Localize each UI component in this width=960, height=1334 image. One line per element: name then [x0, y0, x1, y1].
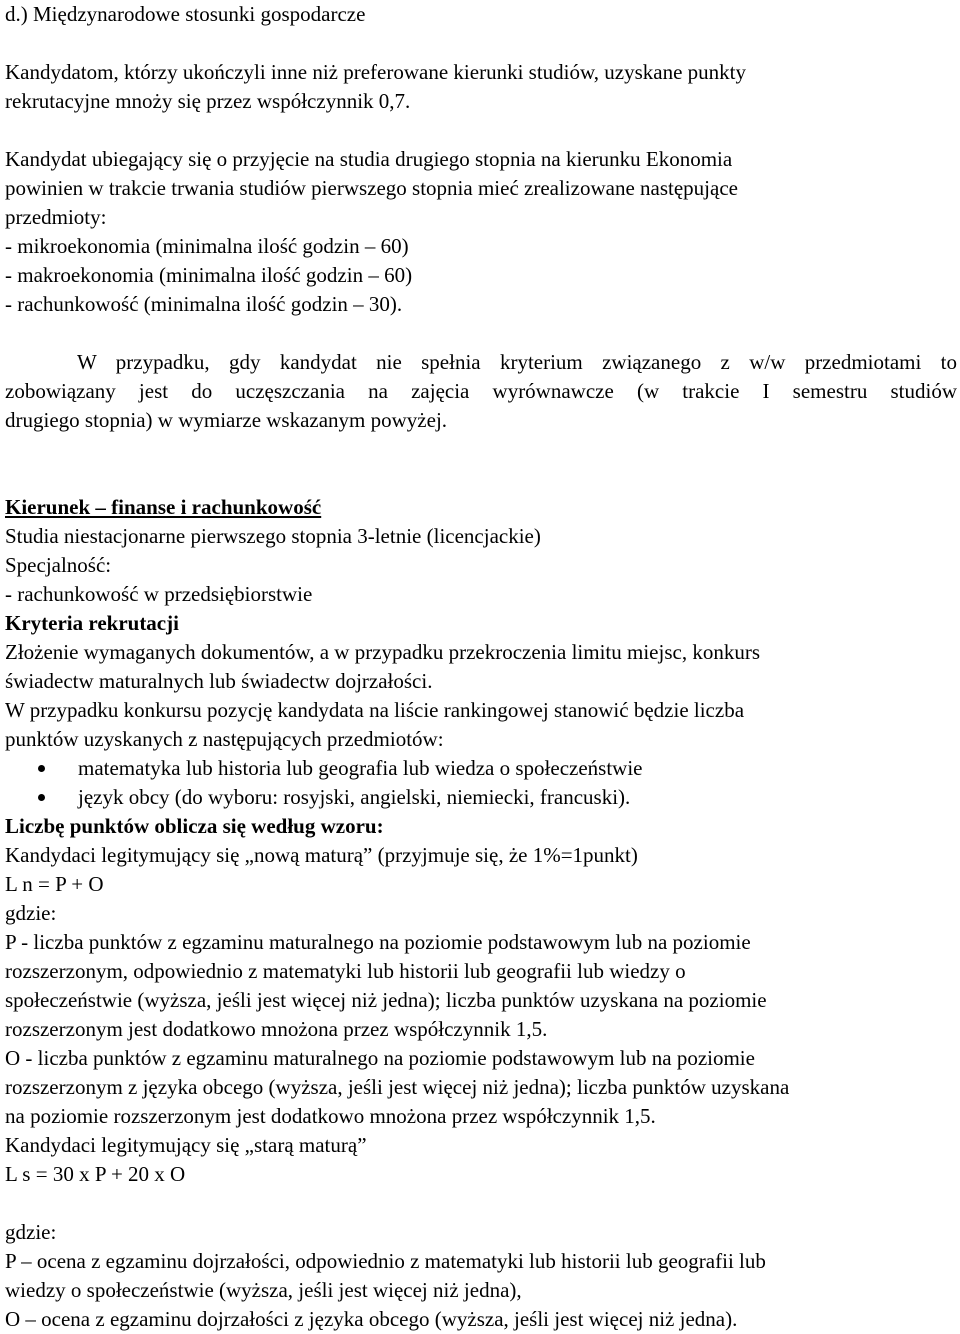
para1-line: rekrutacyjne mnoży się przez współczynnik 0,7.	[5, 89, 411, 113]
blank-line	[5, 1189, 957, 1218]
where-label: gdzie:	[5, 901, 57, 925]
o-definition-line: rozszerzonym z języka obcego (wyższa, jeśli jest więcej niż jedna); liczba punktów uzyskana	[5, 1075, 790, 1099]
p2-definition-line: P – ocena z egzaminu dojrzałości, odpowiednio z matematyki lub historii lub geografii lub	[5, 1249, 766, 1273]
old-matura-line: Kandydaci legitymujący się „starą maturą”	[5, 1133, 367, 1157]
blank-line	[5, 116, 957, 145]
o-definition-line: na poziomie rozszerzonym jest dodatkowo mnożona przez współczynnik 1,5.	[5, 1104, 656, 1128]
para1-line: Kandydatom, którzy ukończyli inne niż preferowane kierunki studiów, uzyskane punkty	[5, 60, 747, 84]
document-page	[5, 0, 957, 1334]
blank-line	[5, 435, 957, 464]
para2-line: powinien w trakcie trwania studiów pierwszego stopnia mieć zrealizowane następujące	[5, 176, 738, 200]
formula-new: L n = P + O	[5, 872, 104, 896]
formula-old: L s = 30 x P + 20 x O	[5, 1162, 186, 1186]
list-item	[5, 783, 957, 812]
where-label: gdzie:	[5, 1220, 57, 1244]
p2-definition-line: wiedzy o społeczeństwie (wyższa, jeśli jest więcej niż jedna),	[5, 1278, 522, 1302]
subject-requirement: - mikroekonomia (minimalna ilość godzin – 60)	[5, 234, 409, 258]
bullet-icon	[38, 765, 45, 772]
subject-requirement: - rachunkowość (minimalna ilość godzin – 30).	[5, 292, 403, 316]
specialization-label: Specjalność:	[5, 553, 112, 577]
criteria-line: świadectw maturalnych lub świadectw dojrzałości.	[5, 669, 433, 693]
para3-line: drugiego stopnia) w wymiarze wskazanym powyżej.	[5, 408, 448, 432]
section-title: d.) Międzynarodowe stosunki gospodarcze	[5, 2, 366, 26]
formula-heading: Liczbę punktów oblicza się według wzoru:	[5, 814, 384, 838]
o-definition-line: O - liczba punktów z egzaminu maturalnego na poziomie podstawowym lub na poziomie	[5, 1046, 755, 1070]
criteria-line: Złożenie wymaganych dokumentów, a w przypadku przekroczenia limitu miejsc, konkurs	[5, 640, 760, 664]
para2-line: Kandydat ubiegający się o przyjęcie na studia drugiego stopnia na kierunku Ekonomia	[5, 147, 733, 171]
new-matura-line: Kandydaci legitymujący się „nową maturą” (przyjmuje się, że 1%=1punkt)	[5, 843, 638, 867]
criteria-line: punktów uzyskanych z następujących przedmiotów:	[5, 727, 444, 751]
blank-line	[5, 464, 957, 493]
para3-line: zobowiązany jest do uczęszczania na zajęcia wyrównawcze (w trakcie I semestru studiów	[5, 379, 957, 403]
bullet-icon	[38, 794, 45, 801]
list-item-text: matematyka lub historia lub geografia lub wiedza o społeczeństwie	[78, 756, 643, 780]
subject-requirement: - makroekonomia (minimalna ilość godzin – 60)	[5, 263, 413, 287]
p-definition-line: społeczeństwie (wyższa, jeśli jest więcej niż jedna); liczba punktów uzyskana na poziomie	[5, 988, 767, 1012]
kierunek-heading: Kierunek – finanse i rachunkowość	[5, 495, 322, 519]
p-definition-line: rozszerzonym, odpowiednio z matematyki lub historii lub geografii lub wiedzy o	[5, 959, 686, 983]
study-type: Studia niestacjonarne pierwszego stopnia 3-letnie (licencjackie)	[5, 524, 541, 548]
criteria-line: W przypadku konkursu pozycję kandydata na liście rankingowej stanowić będzie liczba	[5, 698, 745, 722]
o2-definition-line: O – ocena z egzaminu dojrzałości z języka obcego (wyższa, jeśli jest więcej niż jedna).	[5, 1307, 738, 1331]
p-definition-line: P - liczba punktów z egzaminu maturalnego na poziomie podstawowym lub na poziomie	[5, 930, 751, 954]
criteria-heading: Kryteria rekrutacji	[5, 611, 179, 635]
list-item	[5, 754, 957, 783]
list-item-text: język obcy (do wyboru: rosyjski, angielski, niemiecki, francuski).	[78, 785, 631, 809]
blank-line	[5, 319, 957, 348]
blank-line	[5, 29, 957, 58]
p-definition-line: rozszerzonym jest dodatkowo mnożona przez współczynnik 1,5.	[5, 1017, 548, 1041]
para3-line: W przypadku, gdy kandydat nie spełnia kryterium związanego z w/w przedmiotami to	[77, 350, 957, 374]
specialization-item: - rachunkowość w przedsiębiorstwie	[5, 582, 313, 606]
para2-line: przedmioty:	[5, 205, 107, 229]
